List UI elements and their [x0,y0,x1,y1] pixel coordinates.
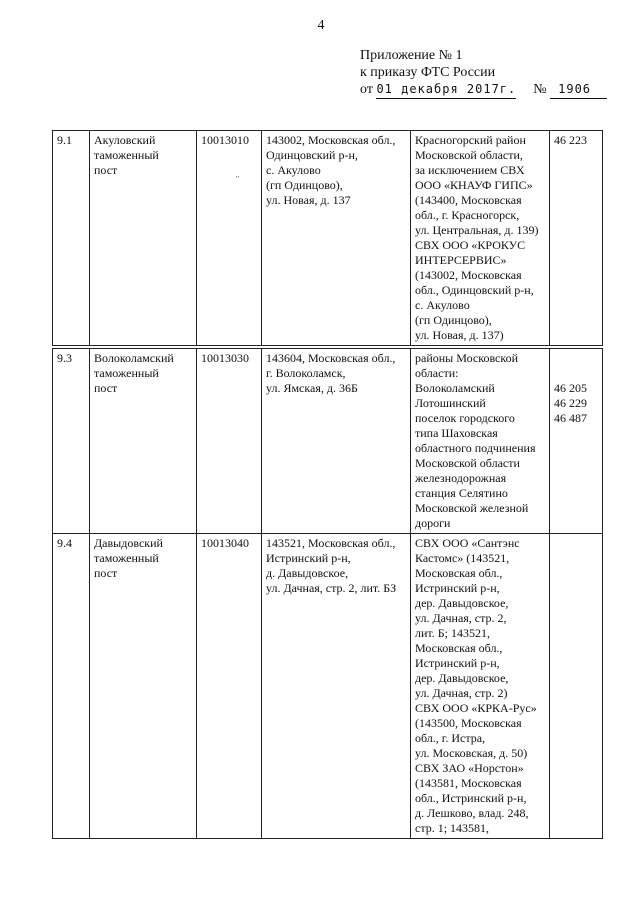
order-date-line [360,81,607,99]
jurisdiction-area: Красногорский район Московской области, за исключением СВХ ООО «КНАУФ ГИПС» (143400, Московская обл., г. Красногорск, ул. Центральная, д. 139) СВХ ООО «КРОКУС ИНТЕРСЕРВИС» (143002, Московская обл., Одинцовский р-н, с. Акулово (гп Одинцово), ул. Новая, д. 137) [411,131,550,346]
post-name: Давыдовский таможенный пост [90,534,197,839]
page-number: 4 [317,18,325,33]
order-date: 01 декабря 2017г. [376,81,516,99]
date-prefix: от [360,82,373,97]
oktmo-codes: 46 223 [550,131,603,346]
table-row [53,534,603,839]
number-label: № [533,82,547,97]
customs-posts-table [52,130,603,346]
appendix-title: Приложение № 1 [360,48,463,63]
document-header [360,47,607,99]
post-code: 10013030 [197,349,262,534]
order-reference: к приказу ФТС России [360,65,496,80]
table-row [53,349,603,534]
pen-mark: ᵕ [236,172,239,183]
post-code: 10013010 [197,131,262,346]
post-address: 143521, Московская обл., Истринский р-н, д. Давыдовское, ул. Дачная, стр. 2, лит. БЗ [262,534,411,839]
row-number: 9.3 [53,349,90,534]
row-number: 9.1 [53,131,90,346]
oktmo-codes [550,534,603,839]
row-number: 9.4 [53,534,90,839]
post-address: 143002, Московская обл., Одинцовский р-н, с. Акулово (гп Одинцово), ул. Новая, д. 137 [262,131,411,346]
order-number: 1906 [550,81,607,99]
post-name: Волоколамский таможенный пост [90,349,197,534]
post-name: Акуловский таможенный пост [90,131,197,346]
customs-posts-table-continued [52,348,603,839]
post-address: 143604, Московская обл., г. Волоколамск, ул. Ямская, д. 36Б [262,349,411,534]
oktmo-codes: 46 205 46 229 46 487 [550,349,603,534]
table-row [53,131,603,346]
jurisdiction-area: СВХ ООО «Сантэнс Кастомс» (143521, Московская обл., Истринский р-н, дер. Давыдовское, ул. Дачная, стр. 2, лит. Б; 143521, Московская обл., Истринский р-н, дер. Давыдовское, ул. Дачная, стр. 2) СВХ ООО «КРКА-Рус» (143500, Московская обл., г. Истра, ул. Московская, д. 50) СВХ ЗАО «Норстон» (143581, Московская обл., Истринский р-н, д. Лешково, влад. 248, стр. 1; 143581, [411,534,550,839]
jurisdiction-area: районы Московской области: Волоколамский Лотошинский поселок городского типа Шаховская областного подчинения Московской области железнодорожная станция Селятино Московской железной дороги [411,349,550,534]
post-code: 10013040 [197,534,262,839]
